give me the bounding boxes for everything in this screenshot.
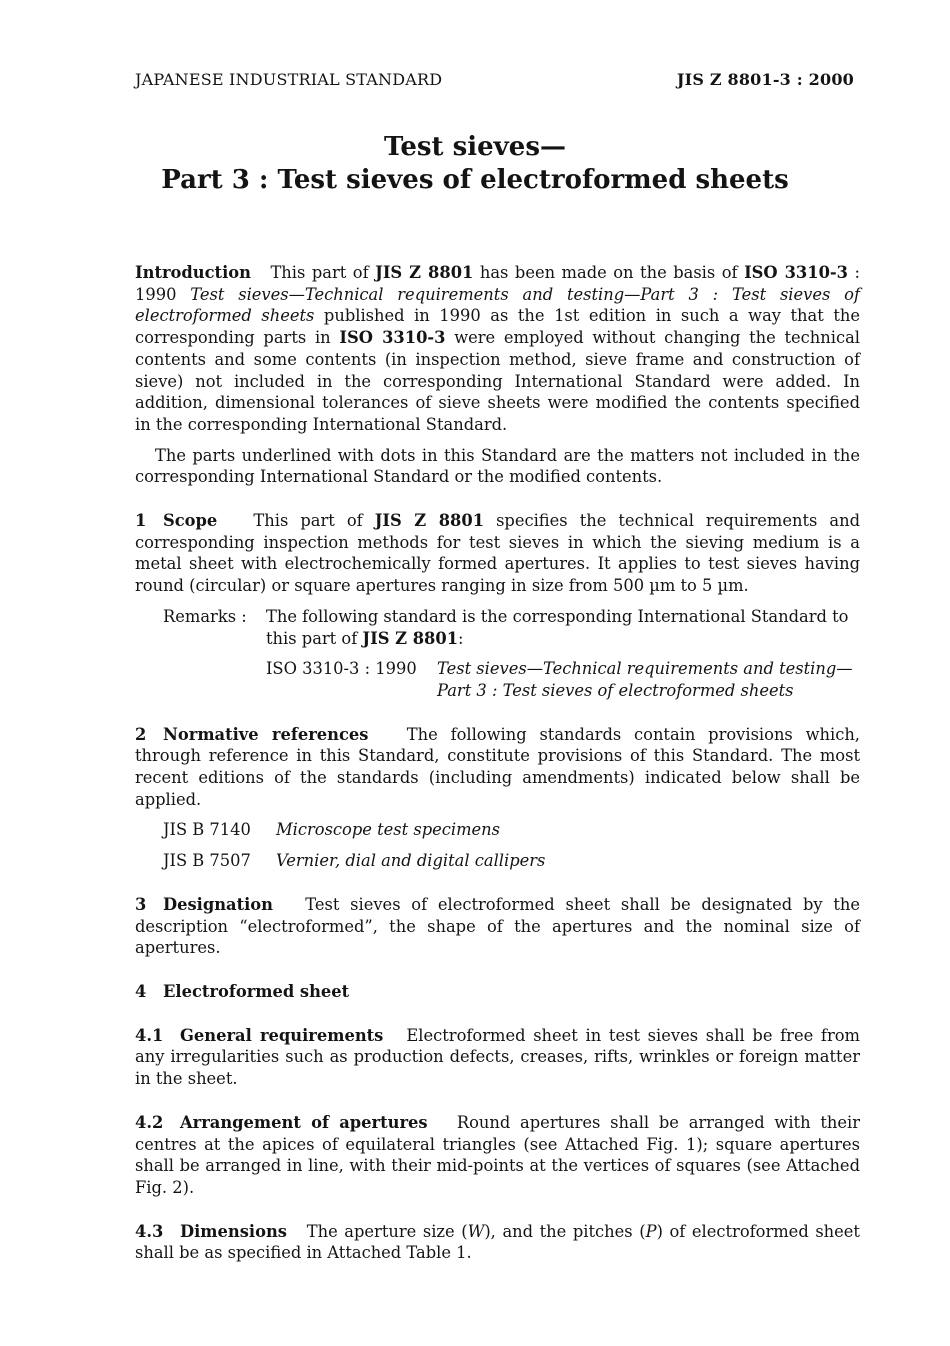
- section-4-3-dimensions: 4.3 Dimensions The aperture size (W), and the pitches (P) of electroformed sheet shall be as specified in Attached Table 1.: [135, 1221, 860, 1263]
- header-standard-number: JIS Z 8801-3 : 2000: [676, 70, 854, 89]
- remarks-label: Remarks :: [163, 606, 247, 626]
- iso-title-italic: Test sieves—Technical requirements and testing—Part 3 : Test sieves of electroformed sheets: [135, 284, 860, 326]
- document-title: [0, 131, 950, 197]
- designation-heading: Designation: [163, 894, 274, 914]
- section-1-scope: 1 Scope This part of JIS Z 8801 specifies the technical requirements and corresponding inspection methods for test sieves in which the sieving medium is a metal sheet with electrochemically formed apertures. It applies to test sieves having round (circular) or square apertures ranging in size from 500 µm to 5 µm.: [135, 511, 860, 596]
- list-item: JIS B 7507 Vernier, dial and digital callipers: [163, 851, 546, 871]
- section-4-2-arrangement: 4.2 Arrangement of apertures Round apertures shall be arranged with their centres at the apices of equilateral triangles (see Attached Fig. 1); square apertures shall be arranged in line, with their mid-points at the vertices of squares (see Attached Fig. 2).: [135, 1112, 860, 1197]
- title-line-1: Test sieves—: [384, 132, 566, 162]
- section-3-designation: 3 Designation Test sieves of electroformed sheet shall be designated by the description “electroformed”, the shape of the apertures and the nominal size of apertures.: [135, 894, 861, 958]
- normative-reference-list: [163, 819, 860, 871]
- introduction-paragraph-2: The parts underlined with dots in this Standard are the matters not included in the corresponding International Standard or the modified contents.: [135, 445, 860, 487]
- section-4-1-general-requirements: 4.1 General requirements Electroformed sheet in test sieves shall be free from any irregularities such as production defects, creases, rifts, wrinkles or foreign matter in the sheet.: [135, 1025, 860, 1089]
- title-line-2: Part 3 : Test sieves of electroformed sheets: [161, 165, 789, 195]
- corresponding-iso-reference: ISO 3310-3 : 1990 Test sieves—Technical requirements and testing—Part 3 : Test sieves of electroformed sheets: [266, 659, 853, 700]
- document-body: [135, 262, 860, 1264]
- list-item: JIS B 7140 Microscope test specimens: [163, 820, 500, 840]
- section-2-normative-references: 2 Normative references The following standards contain provisions which, through reference in this Standard, constitute provisions of this Standard. The most recent editions of the standards (including amendments) indicated below shall be applied.: [135, 724, 860, 809]
- introduction-heading: Introduction: [135, 263, 251, 282]
- scope-remarks: Remarks : The following standard is the corresponding International Standard to this part of JIS Z 8801: ISO 3310-3 : 1990 Test sieves—Technical requirements and testing—Part 3 : Test sieves of electroformed sheets: [163, 606, 860, 702]
- introduction-paragraph: Introduction This part of JIS Z 8801 has been made on the basis of ISO 3310-3 : 1990 Test sieves—Technical requirements and testing—Part 3 : Test sieves of electroformed sheets published in 1990 as the 1st edition in such a way that the corresponding parts in ISO 3310-3 were employed without changing the technical contents and some contents (in inspection method, sieve frame and construction of sieve) not included in the corresponding International Standard were added. In addition, dimensional tolerances of sieve sheets were modified the contents specified in the corresponding International Standard.: [135, 263, 860, 434]
- normative-references-heading: Normative references: [163, 724, 369, 744]
- scope-heading: Scope: [163, 511, 218, 531]
- header-standard-name: JAPANESE INDUSTRIAL STANDARD: [135, 70, 443, 89]
- section-4-heading: 4 Electroformed sheet: [135, 981, 350, 1001]
